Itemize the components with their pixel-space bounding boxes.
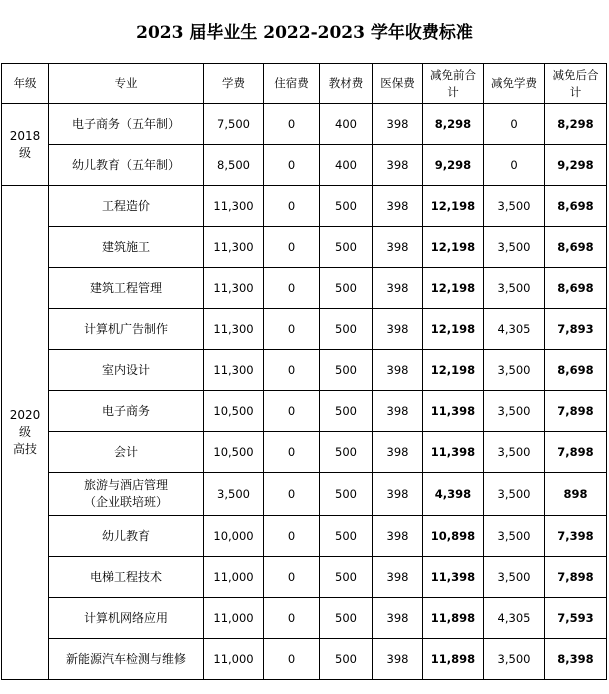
major-cell: 会计 [49,432,204,473]
waiver-cell: 3,500 [484,268,545,309]
waiver-cell: 3,500 [484,227,545,268]
total-after-cell: 8,698 [545,227,607,268]
insurance-cell: 398 [373,598,423,639]
dorm-cell: 0 [264,227,320,268]
insurance-cell: 398 [373,639,423,680]
waiver-cell: 3,500 [484,516,545,557]
textbook-cell: 500 [320,516,373,557]
total-before-cell: 12,198 [423,227,484,268]
dorm-cell: 0 [264,598,320,639]
total-before-cell: 8,298 [423,104,484,145]
table-row [2,186,607,227]
insurance-cell: 398 [373,145,423,186]
dorm-cell: 0 [264,104,320,145]
textbook-cell: 500 [320,227,373,268]
total-after-cell: 7,898 [545,391,607,432]
waiver-cell: 0 [484,104,545,145]
header-waiver: 减免学费 [484,64,545,104]
header-total-after: 减免后合计 [545,64,607,104]
major-cell: 计算机网络应用 [49,598,204,639]
table-row [2,350,607,391]
dorm-cell: 0 [264,639,320,680]
total-before-cell: 12,198 [423,186,484,227]
textbook-cell: 500 [320,598,373,639]
total-after-cell: 7,593 [545,598,607,639]
tuition-cell: 11,300 [204,268,264,309]
total-before-cell: 11,398 [423,557,484,598]
total-before-cell: 9,298 [423,145,484,186]
major-cell: 建筑施工 [49,227,204,268]
table-row [2,145,607,186]
major-cell: 幼儿教育 [49,516,204,557]
major-cell: 室内设计 [49,350,204,391]
header-dorm: 住宿费 [264,64,320,104]
waiver-cell: 0 [484,145,545,186]
waiver-cell: 3,500 [484,639,545,680]
dorm-cell: 0 [264,432,320,473]
insurance-cell: 398 [373,104,423,145]
table-row [2,473,607,516]
tuition-cell: 8,500 [204,145,264,186]
major-line-2: （企业联培班） [83,495,168,509]
waiver-cell: 4,305 [484,598,545,639]
dorm-cell: 0 [264,391,320,432]
insurance-cell: 398 [373,186,423,227]
textbook-cell: 500 [320,473,373,516]
total-after-cell: 898 [545,473,607,516]
major-cell: 幼儿教育（五年制） [49,145,204,186]
table-header-row [2,64,607,104]
grade-line-2: 高技 [12,442,37,456]
textbook-cell: 500 [320,268,373,309]
tuition-cell: 11,300 [204,309,264,350]
major-cell: 建筑工程管理 [49,268,204,309]
insurance-cell: 398 [373,557,423,598]
dorm-cell: 0 [264,350,320,391]
total-before-cell: 12,198 [423,350,484,391]
document-title: 2023 届毕业生 2022-2023 学年收费标准 [136,22,473,43]
header-total-before: 减免前合计 [423,64,484,104]
textbook-cell: 400 [320,145,373,186]
insurance-cell: 398 [373,516,423,557]
table-row [2,598,607,639]
header-grade: 年级 [2,64,49,104]
total-after-cell: 7,398 [545,516,607,557]
total-after-cell: 8,698 [545,186,607,227]
textbook-cell: 500 [320,391,373,432]
tuition-cell: 10,500 [204,432,264,473]
textbook-cell: 500 [320,186,373,227]
waiver-cell: 3,500 [484,186,545,227]
total-after-cell: 8,298 [545,104,607,145]
grade-line-1: 2020 级 [9,408,41,439]
tuition-cell: 11,000 [204,598,264,639]
tuition-cell: 11,000 [204,639,264,680]
dorm-cell: 0 [264,557,320,598]
fee-table [1,63,607,680]
major-cell: 工程造价 [49,186,204,227]
total-before-cell: 4,398 [423,473,484,516]
header-textbook: 教材费 [320,64,373,104]
major-line-1: 旅游与酒店管理 [83,478,168,492]
textbook-cell: 500 [320,432,373,473]
total-after-cell: 9,298 [545,145,607,186]
textbook-cell: 500 [320,350,373,391]
table-row [2,391,607,432]
major-cell: 电子商务 [49,391,204,432]
header-tuition: 学费 [204,64,264,104]
tuition-cell: 3,500 [204,473,264,516]
waiver-cell: 3,500 [484,432,545,473]
total-after-cell: 8,698 [545,268,607,309]
total-before-cell: 11,898 [423,639,484,680]
tuition-cell: 11,300 [204,350,264,391]
table-row [2,432,607,473]
table-row [2,104,607,145]
major-cell: 电梯工程技术 [49,557,204,598]
dorm-cell: 0 [264,516,320,557]
major-cell: 电子商务（五年制） [49,104,204,145]
waiver-cell: 3,500 [484,350,545,391]
total-before-cell: 11,398 [423,391,484,432]
total-after-cell: 7,898 [545,432,607,473]
waiver-cell: 3,500 [484,557,545,598]
total-after-cell: 7,893 [545,309,607,350]
table-row [2,557,607,598]
tuition-cell: 11,300 [204,186,264,227]
header-insurance: 医保费 [373,64,423,104]
dorm-cell: 0 [264,309,320,350]
tuition-cell: 11,300 [204,227,264,268]
tuition-cell: 10,500 [204,391,264,432]
total-before-cell: 10,898 [423,516,484,557]
header-major: 专业 [49,64,204,104]
insurance-cell: 398 [373,227,423,268]
textbook-cell: 500 [320,309,373,350]
tuition-cell: 10,000 [204,516,264,557]
dorm-cell: 0 [264,473,320,516]
textbook-cell: 500 [320,557,373,598]
tuition-cell: 11,000 [204,557,264,598]
textbook-cell: 400 [320,104,373,145]
waiver-cell: 3,500 [484,473,545,516]
waiver-cell: 4,305 [484,309,545,350]
total-before-cell: 11,398 [423,432,484,473]
major-cell [49,473,204,516]
waiver-cell: 3,500 [484,391,545,432]
table-row [2,309,607,350]
total-after-cell: 8,398 [545,639,607,680]
grade-cell-2018: 2018 级 [2,104,49,186]
table-row [2,268,607,309]
insurance-cell: 398 [373,473,423,516]
total-before-cell: 12,198 [423,268,484,309]
insurance-cell: 398 [373,268,423,309]
grade-cell-2020 [2,186,49,680]
insurance-cell: 398 [373,432,423,473]
total-before-cell: 12,198 [423,309,484,350]
major-cell: 计算机广告制作 [49,309,204,350]
table-row [2,227,607,268]
major-cell: 新能源汽车检测与维修 [49,639,204,680]
total-after-cell: 8,698 [545,350,607,391]
dorm-cell: 0 [264,145,320,186]
table-row [2,639,607,680]
dorm-cell: 0 [264,268,320,309]
total-before-cell: 11,898 [423,598,484,639]
total-after-cell: 7,898 [545,557,607,598]
tuition-cell: 7,500 [204,104,264,145]
insurance-cell: 398 [373,309,423,350]
insurance-cell: 398 [373,350,423,391]
dorm-cell: 0 [264,186,320,227]
table-row [2,516,607,557]
insurance-cell: 398 [373,391,423,432]
textbook-cell: 500 [320,639,373,680]
